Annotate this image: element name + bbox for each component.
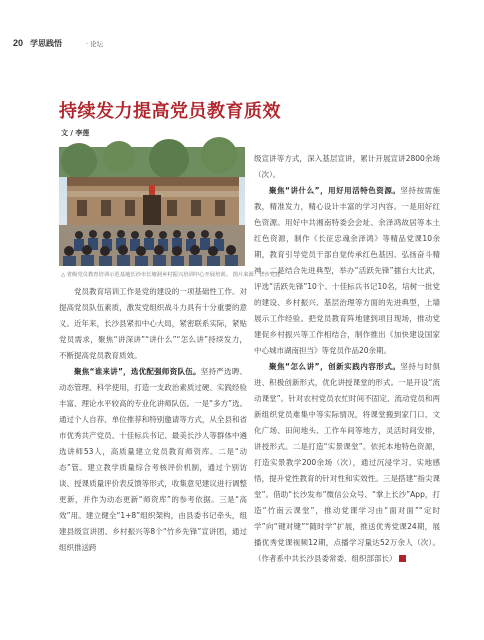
- page-header: [0, 0, 484, 52]
- article-body-left-column: [59, 284, 247, 556]
- journal-name: 学思践悟: [30, 39, 62, 48]
- paragraph-who-teaches: 聚焦“谁来讲”，选优配强师资队伍。坚持严选聘、动态管理、科学使用，打造一支政治素质过硬、实践经验丰富、理论水平较高的专业化讲师队伍。一是“多方”选。通过个人自荐、单位推荐和特别邀请等方式，从全县和省市优秀共产党员、十佳标兵书记、最美长沙人等群体中遴选讲师53人，高质量建立党员教育师资库。二是“动态”管。建立教学质量综合考核评价机制，通过个别访谈、授课质量评价表反馈等形式，收集意见建议进行调整更新，并作为动态更新“师资库”的参考依据。三是“高效”用。建立健全“1+8”组织架构，由县委书记牵头，组建县级宣讲团、乡村振兴等8个“竹乡先锋”宣讲团，通过组织推送跨: [59, 367, 248, 552]
- article-author: 文 / 李莲: [61, 129, 90, 137]
- section-heading: 聚焦“谁来讲”，选优配强师资队伍。: [74, 367, 201, 376]
- page-number: 20: [13, 38, 24, 48]
- section-heading: 聚焦“讲什么”，用好用活特色资源。: [269, 186, 401, 195]
- article-title: 持续发力提高党员教育质效: [59, 101, 281, 122]
- paragraph-what-to-teach: 聚焦“讲什么”，用好用活特色资源。坚持按需施教，精准发力，精心设计丰富的学习内容。一是用好红色资源。用好中共湘南特委会会址、余泽鸿故居等本土红色资源，制作《长征忠魂余泽鸿》等精品党课10余期，教育引导党员干部自觉传承红色基因、弘扬奋斗精神。二是结合先进典型，举办“活跃先锋”擂台大比武，评选“活跃先锋”10个、十佳标兵书记10名，培树一批党的建设、乡村振兴、基层治理等方面的先进典型，上墙展示工作经验。把党员教育阵地建到项目现场，推动党建促乡村振兴等工作相结合，制作推出《加快建设国家中心城市湖南担当》等党员作品20余期。: [254, 186, 441, 355]
- article-body-right-column: [254, 151, 440, 567]
- end-mark-icon: [399, 555, 406, 562]
- section-heading: 聚焦“怎么讲”，创新实践内容形式。: [269, 362, 401, 371]
- paragraph-how-to-teach: 聚焦“怎么讲”，创新实践内容形式。坚持与时俱进、积极创新形式，优化讲授课堂的形式。一是开设“流动课堂”。针对农村党员农忙时间不固定、流动党员和两新组织党员难集中等实际情况，将课堂搬到家门口、文化广场、田间地头、工作车间等地方，灵活时间安排，讲授形式。二是打造“实景课堂”。依托本地特色资源，打造实景教学200余场（次），通过沉浸学习、实地感悟，提升党性教育的针对性和实效性。三是搭建“指尖课堂”。借助“长沙发布”微信公众号、“掌上长沙”App，打造“竹南云课堂”，推动党课学习由“面对面”“定时学”向“键对键”“随时学”扩展，推送优秀党课24期，展播优秀党课视频12期，点播学习量达52万余人（次）。（作者系中共长沙县委常委、组织部部长）: [254, 362, 441, 563]
- paragraph-continued: 级宣讲等方式，深入基层宣讲，累计开展宣讲2800余场（次）。: [254, 154, 440, 179]
- paragraph-intro: 党员教育培训工作是党的建设的一项基础性工作。对提高党员队伍素质，激发党组织战斗力具有十分重要的意义。近年来，长沙县紧扣中心大局，紧密联系实际，紧贴党员需求，聚焦“讲深讲”“讲什么”“怎么讲”持续发力，不断提高党员教育质效。: [59, 287, 247, 360]
- article-photo: [59, 147, 245, 266]
- photo-caption: △ 省级党员教育培训示范基地长沙市长塘洞乡村振兴培训中心开展培训。 图片来源：长沙党建: [61, 272, 281, 278]
- column-name: · 论坛: [86, 40, 104, 48]
